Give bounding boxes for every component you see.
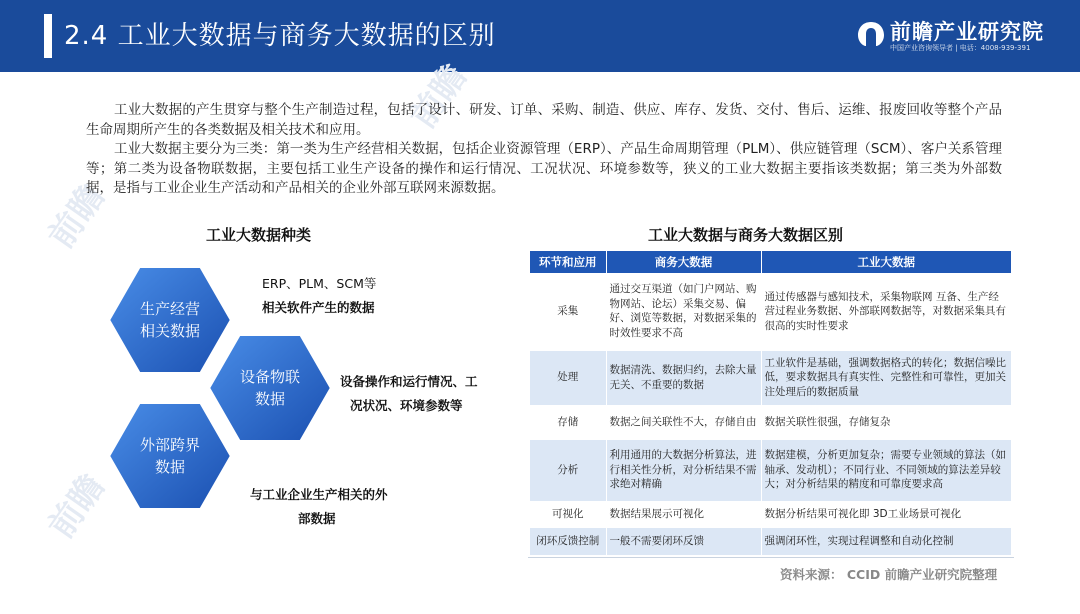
table-row — [530, 273, 1012, 350]
hexagon-external-label — [125, 434, 215, 478]
table-row — [530, 350, 1012, 405]
comparison-table — [530, 251, 1012, 556]
table-cell: 处理 — [530, 350, 606, 405]
table-cell: 数据清洗、数据归约，去除大量无关、不重要的数据 — [606, 350, 761, 405]
table-row — [530, 405, 1012, 439]
table-header-cell: 商务大数据 — [606, 251, 761, 273]
table-cell: 采集 — [530, 273, 606, 350]
diagram-title: 工业大数据种类 — [206, 226, 312, 244]
table-cell: 可视化 — [530, 501, 606, 527]
watermark: 前瞻 — [40, 467, 113, 546]
note-external-line2: 部数据 — [298, 511, 336, 526]
table-header-row — [530, 251, 1012, 273]
watermark: 前瞻 — [40, 177, 113, 256]
table-cell: 通过传感器与感知技术，采集物联网 互备、生产经营过程业务数据、外部联网数据等，对数据采集具有很高的实时性要求 — [761, 273, 1012, 350]
note-external — [250, 483, 388, 531]
table-cell: 数据分析结果可视化即 3D工业场景可视化 — [761, 501, 1012, 527]
hexagon-iot-label — [225, 366, 315, 410]
brand-subtitle: 中国产业咨询领导者 | 电话：4008-939-391 — [890, 44, 1031, 52]
table-cell: 强调闭环性，实现过程调整和自动化控制 — [761, 527, 1012, 555]
table-row — [530, 527, 1012, 555]
brand-name: 前瞻产业研究院 — [890, 20, 1044, 44]
table-header-cell: 工业大数据 — [761, 251, 1012, 273]
table-cell: 数据关联性很强，存储复杂 — [761, 405, 1012, 439]
note-external-line1: 与工业企业生产相关的外 — [250, 487, 388, 502]
watermark: 前瞻 — [402, 57, 475, 136]
table-cell: 工业软件是基础，强调数据格式的转化；数据信噪比低，要求数据具有真实性、完整性和可靠性，更加关注处理后的数据质量 — [761, 350, 1012, 405]
note-production-line2: 相关软件产生的数据 — [262, 300, 375, 315]
table-cell: 闭环反馈控制 — [530, 527, 606, 555]
table-cell: 通过交互渠道（如门户网站、购物网站、论坛）采集交易、偏好、浏览等数据，对数据采集的时效性要求不高 — [606, 273, 761, 350]
table-header-cell: 环节和应用 — [530, 251, 606, 273]
intro-paragraph-2: 工业大数据主要分为三类：第一类为生产经营相关数据，包括企业资源管理（ERP）、产品生命周期管理（PLM）、供应链管理（SCM）、客户关系管理等；第二类为设备物联数据，主要包括工业生产设备的操作和运行情况、工况状况、环境参数等，狭义的工业大数据主要指该类数据；第三类为外部数据，是指与工业企业生产活动和产品相关的企业外部互联网来源数据。 — [86, 141, 1002, 196]
table-cell: 数据之间关联性不大，存储自由 — [606, 405, 761, 439]
hexagon-iot-label-line1: 设备物联 — [239, 368, 300, 386]
intro-paragraph-1: 工业大数据的产生贯穿与整个生产制造过程，包括了设计、研发、订单、采购、制造、供应、库存、发货、交付、售后、运维、报废回收等整个产品生命周期所产生的各类数据及相关技术和应用。 — [86, 102, 1002, 138]
table-cell: 一般不需要闭环反馈 — [606, 527, 761, 555]
hexagon-external-label-line1: 外部跨界 — [139, 436, 200, 454]
hexagon-external-label-line2: 数据 — [154, 458, 185, 476]
note-iot — [340, 370, 478, 418]
table-cell: 利用通用的大数据分析算法，进行相关性分析，对分析结果不需求绝对精确 — [606, 439, 761, 501]
brand-logo — [858, 16, 1044, 56]
source-note: 资料来源： CCID 前瞻产业研究院整理 — [780, 567, 998, 582]
brand-icon — [856, 20, 886, 48]
divider — [528, 557, 1014, 558]
hexagon-production-label-line2: 相关数据 — [139, 322, 200, 340]
table-cell: 数据结果展示可视化 — [606, 501, 761, 527]
note-iot-line1: 设备操作和运行情况、工 — [340, 374, 478, 389]
note-production — [262, 272, 376, 320]
hexagon-production-label — [125, 298, 215, 342]
intro-text — [86, 101, 1002, 199]
hexagon-iot-label-line2: 数据 — [254, 390, 285, 408]
table-cell: 数据建模，分析更加复杂；需要专业领域的算法（如轴承、发动机）；不同行业、不同领域的算法差异较大；对分析结果的精度和可靠度要求高 — [761, 439, 1012, 501]
table-cell: 存储 — [530, 405, 606, 439]
table-row — [530, 501, 1012, 527]
note-iot-line2: 况状况、环境参数等 — [350, 398, 463, 413]
page-title: 2.4 工业大数据与商务大数据的区别 — [64, 21, 496, 51]
table-title: 工业大数据与商务大数据区别 — [648, 226, 844, 244]
table-cell: 分析 — [530, 439, 606, 501]
note-production-line1: ERP、PLM、SCM等 — [262, 276, 377, 291]
title-accent-bar — [44, 14, 52, 58]
hexagon-production-label-line1: 生产经营 — [139, 300, 200, 318]
table-row — [530, 439, 1012, 501]
header-bar — [0, 0, 1080, 72]
